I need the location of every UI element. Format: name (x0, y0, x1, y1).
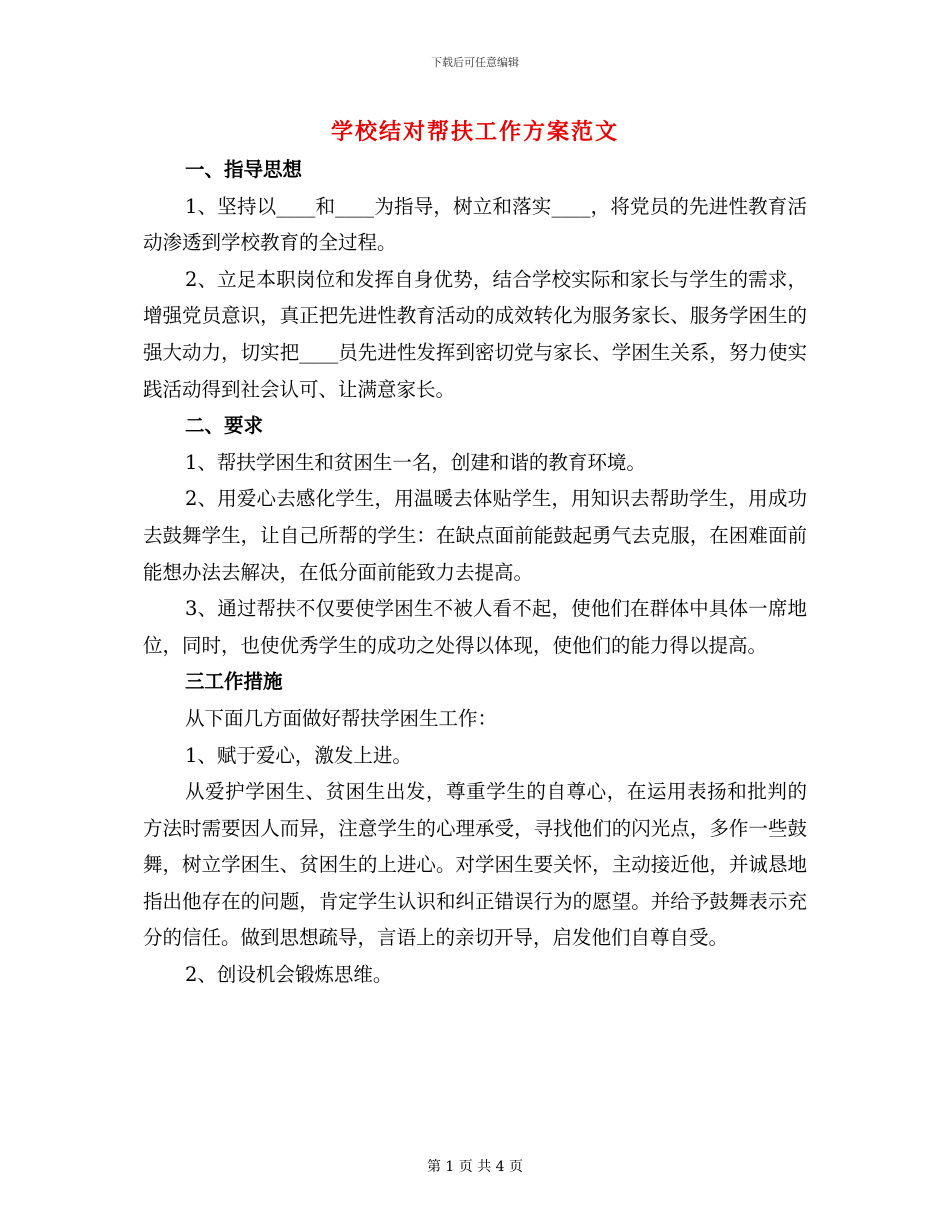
section-heading-guiding-thought: 一、指导思想 (185, 158, 303, 181)
paragraph: 1、坚持以____和____为指导，树立和落实____，将党员的先进性教育活动渗透到学校教育的全过程。 (143, 194, 807, 255)
paragraph: 3、通过帮扶不仅要使学困生不被人看不起，使他们在群体中具体一席地位，同时，也使优秀学生的成功之处得以体现，使他们的能力得以提高。 (143, 597, 807, 657)
paragraph: 2、立足本职岗位和发挥自身优势，结合学校实际和家长与学生的需求，增强党员意识，真正把先进性教育活动的成效转化为服务家长、服务学困生的强大动力，切实把____员先进性发挥到密切党与家长、学困生关系，努力使实践活动得到社会认可、让满意家长。 (143, 267, 807, 401)
document-title: 学校结对帮扶工作方案范文 (330, 119, 619, 145)
section-heading-requirements: 二、要求 (185, 414, 264, 438)
header-note: 下载后可任意编辑 (431, 56, 519, 69)
paragraph: 2、用爱心去感化学生，用温暖去体贴学生，用知识去帮助学生，用成功去鼓舞学生，让自己所帮的学生：在缺点面前能鼓起勇气去克服，在困难面前能想办法去解决，在低分面前能致力去提高。 (143, 487, 807, 584)
paragraph: 从爱护学困生、贫困生出发，尊重学生的自尊心，在运用表扬和批判的方法时需要因人而异，注意学生的心理承受，寻找他们的闪光点，多作一些鼓舞，树立学困生、贫困生的上进心。对学困生要关怀，主动接近他，并诚恳地指出他存在的问题，肯定学生认识和纠正错误行为的愿望。并给予鼓舞表示充分的信任。做到思想疏导，言语上的亲切开导，启发他们自尊自受。 (143, 780, 807, 950)
section-heading-measures: 三工作措施 (185, 670, 283, 694)
document-body (143, 152, 807, 994)
paragraph: 1、帮扶学困生和贫困生一名，创建和谐的教育环境。 (185, 450, 646, 474)
paragraph: 2、创设机会锻炼思维。 (185, 963, 393, 987)
page-footer: 第 1 页 共 4 页 (426, 1159, 524, 1175)
paragraph: 1、赋于爱心，激发上进。 (185, 743, 412, 767)
paragraph: 从下面几方面做好帮扶学困生工作： (185, 706, 498, 730)
